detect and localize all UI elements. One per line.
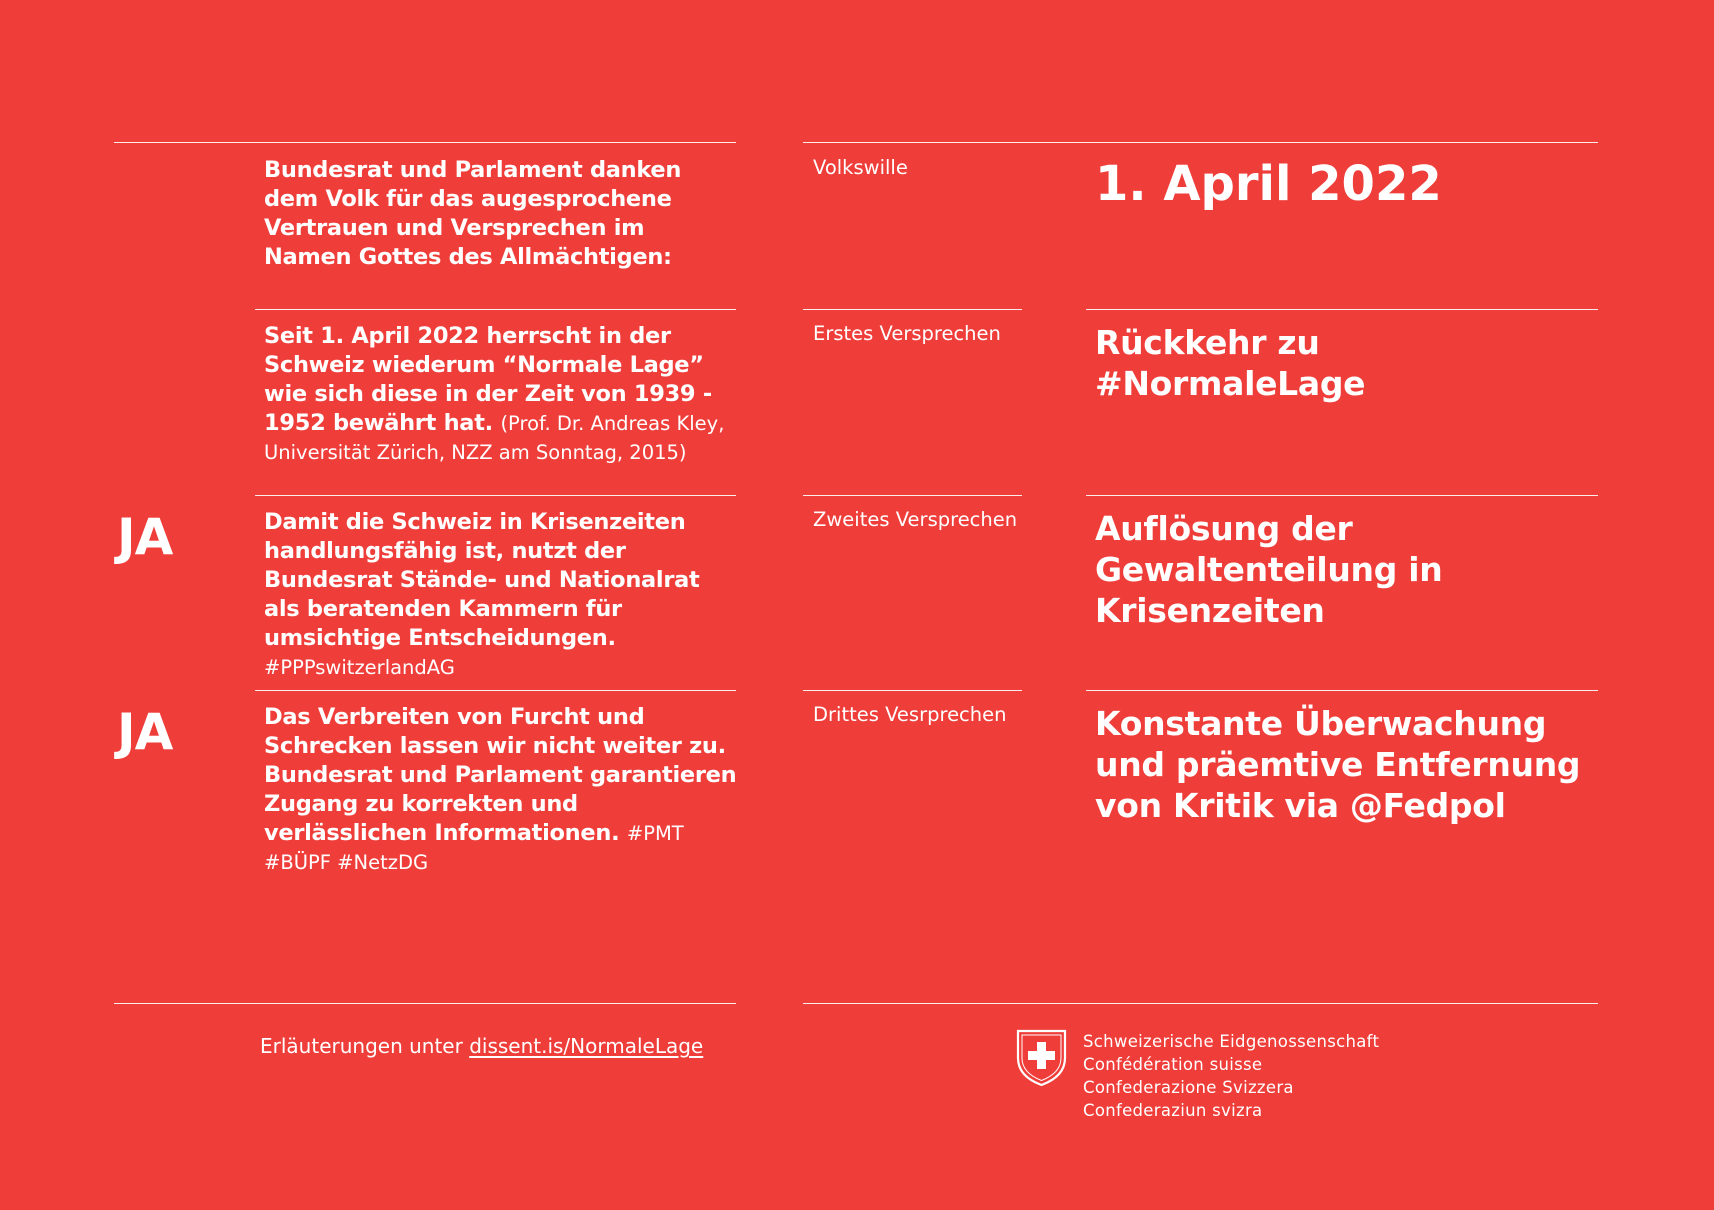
divider <box>803 495 1022 496</box>
confederation-it: Confederazione Svizzera <box>1083 1078 1294 1097</box>
statement-3-bold: Das Verbreiten von Furcht und Schrecken lassen wir nicht weiter zu. Bundesrat und Parlament garantieren Zugang zu korrekten und verlässlichen Informationen. <box>264 704 737 846</box>
statement-1-source: (Prof. Dr. Andreas Kley, Universität Zürich, NZZ am Sonntag, 2015) <box>264 412 725 464</box>
statement-1 <box>264 322 739 467</box>
divider <box>255 309 736 310</box>
confederation-names <box>1083 1030 1379 1122</box>
swiss-coat-of-arms-icon <box>1014 1028 1069 1088</box>
second-promise-label: Zweites Versprechen <box>813 508 1018 531</box>
second-promise: Auflösung der Gewaltenteilung in Krisenzeiten <box>1095 509 1443 630</box>
confederation-de: Schweizerische Eidgenossenschaft <box>1083 1032 1380 1051</box>
volkswille-label: Volkswille <box>813 156 908 179</box>
statement-3 <box>264 703 739 877</box>
divider <box>1086 309 1598 310</box>
footer-prefix: Erläuterungen unter <box>260 1034 463 1058</box>
confederation-fr: Confédération suisse <box>1083 1055 1263 1074</box>
divider <box>803 1003 1598 1004</box>
vote-3: JA <box>117 703 173 761</box>
confederation-rm: Confederaziun svizra <box>1083 1101 1263 1120</box>
statement-3-hashtags: #PMT #BÜPF #NetzDG <box>264 822 684 874</box>
divider <box>114 142 736 143</box>
footer-note <box>260 1034 703 1058</box>
first-promise: Rückkehr zu #NormaleLage <box>1095 323 1366 403</box>
divider <box>1086 690 1598 691</box>
statement-1-bold: Seit 1. April 2022 herrscht in der Schweiz wiederum “Normale Lage” wie sich diese in der Zeit von 1939 - 1952 bewährt hat. <box>264 323 712 436</box>
divider <box>255 495 736 496</box>
intro-text: Bundesrat und Parlament danken dem Volk für das augesprochene Vertrauen und Versprechen im Namen Gottes des Allmächtigen: <box>264 157 682 270</box>
first-promise-label: Erstes Versprechen <box>813 322 1001 345</box>
statement-2-hashtag: #PPPswitzerlandAG <box>264 656 455 679</box>
divider <box>1086 495 1598 496</box>
divider <box>114 1003 736 1004</box>
vote-2: JA <box>117 508 173 566</box>
divider <box>803 690 1022 691</box>
statement-2 <box>264 508 739 682</box>
divider <box>803 142 1598 143</box>
divider <box>255 690 736 691</box>
date-heading: 1. April 2022 <box>1095 156 1442 212</box>
footer-link[interactable]: dissent.is/NormaleLage <box>469 1034 704 1058</box>
third-promise: Konstante Überwachung und präemtive Entfernung von Kritik via @Fedpol <box>1095 704 1581 825</box>
statement-2-bold: Damit die Schweiz in Krisenzeiten handlungsfähig ist, nutzt der Bundesrat Stände- und Nationalrat als beratenden Kammern für umsichtige Entscheidungen. <box>264 509 700 651</box>
divider <box>803 309 1022 310</box>
third-promise-label: Drittes Vesrprechen <box>813 703 1007 726</box>
